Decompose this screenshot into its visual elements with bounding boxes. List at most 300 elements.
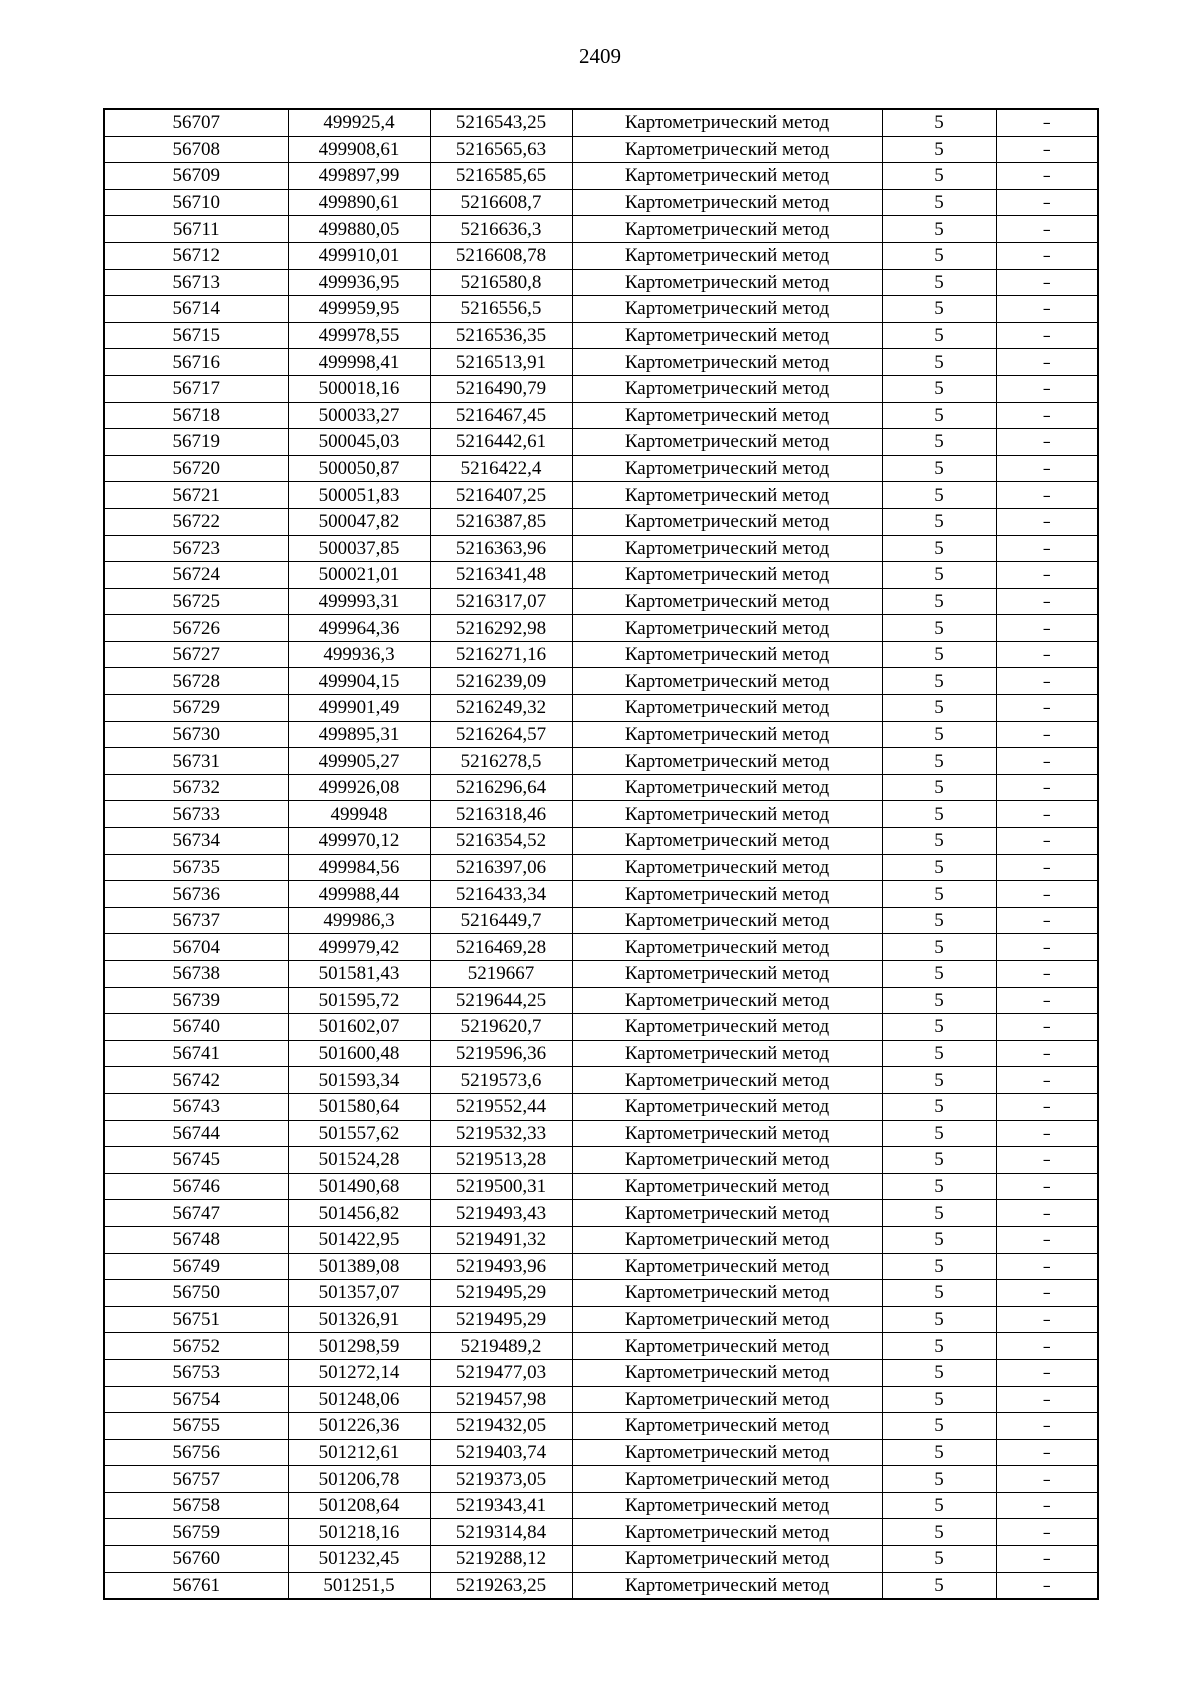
point-number-cell: 56761 <box>104 1572 288 1599</box>
method-cell: Картометрический метод <box>572 1253 882 1280</box>
x-coordinate-cell: 499979,42 <box>288 934 430 961</box>
method-cell: Картометрический метод <box>572 349 882 376</box>
point-number-cell: 56749 <box>104 1253 288 1280</box>
x-coordinate-cell: 501595,72 <box>288 987 430 1014</box>
point-number-cell: 56727 <box>104 641 288 668</box>
y-coordinate-cell: 5216469,28 <box>430 934 572 961</box>
x-coordinate-cell: 499959,95 <box>288 296 430 323</box>
note-cell: – <box>996 455 1098 482</box>
accuracy-cell: 5 <box>882 1040 996 1067</box>
point-number-cell: 56720 <box>104 455 288 482</box>
note-cell: – <box>996 322 1098 349</box>
note-cell: – <box>996 429 1098 456</box>
table-row <box>104 1439 1098 1466</box>
table-row <box>104 774 1098 801</box>
table-row <box>104 588 1098 615</box>
x-coordinate-cell: 499998,41 <box>288 349 430 376</box>
x-coordinate-cell: 501208,64 <box>288 1492 430 1519</box>
point-number-cell: 56730 <box>104 721 288 748</box>
accuracy-cell: 5 <box>882 189 996 216</box>
x-coordinate-cell: 499905,27 <box>288 748 430 775</box>
note-cell: – <box>996 588 1098 615</box>
accuracy-cell: 5 <box>882 721 996 748</box>
x-coordinate-cell: 499895,31 <box>288 721 430 748</box>
table-row <box>104 1359 1098 1386</box>
y-coordinate-cell: 5216249,32 <box>430 695 572 722</box>
x-coordinate-cell: 501581,43 <box>288 961 430 988</box>
accuracy-cell: 5 <box>882 748 996 775</box>
x-coordinate-cell: 500033,27 <box>288 402 430 429</box>
point-number-cell: 56713 <box>104 269 288 296</box>
table-row <box>104 1546 1098 1573</box>
point-number-cell: 56716 <box>104 349 288 376</box>
y-coordinate-cell: 5216278,5 <box>430 748 572 775</box>
table-row <box>104 1147 1098 1174</box>
accuracy-cell: 5 <box>882 1359 996 1386</box>
method-cell: Картометрический метод <box>572 695 882 722</box>
note-cell: – <box>996 296 1098 323</box>
accuracy-cell: 5 <box>882 774 996 801</box>
point-number-cell: 56757 <box>104 1466 288 1493</box>
x-coordinate-cell: 499908,61 <box>288 136 430 163</box>
accuracy-cell: 5 <box>882 242 996 269</box>
point-number-cell: 56723 <box>104 535 288 562</box>
note-cell: – <box>996 987 1098 1014</box>
accuracy-cell: 5 <box>882 801 996 828</box>
note-cell: – <box>996 721 1098 748</box>
point-number-cell: 56744 <box>104 1120 288 1147</box>
y-coordinate-cell: 5216433,34 <box>430 881 572 908</box>
table-row <box>104 1226 1098 1253</box>
method-cell: Картометрический метод <box>572 881 882 908</box>
y-coordinate-cell: 5216271,16 <box>430 641 572 668</box>
y-coordinate-cell: 5216387,85 <box>430 508 572 535</box>
table-row <box>104 1466 1098 1493</box>
x-coordinate-cell: 501212,61 <box>288 1439 430 1466</box>
x-coordinate-cell: 501226,36 <box>288 1413 430 1440</box>
note-cell: – <box>996 1226 1098 1253</box>
note-cell: – <box>996 1546 1098 1573</box>
table-row <box>104 695 1098 722</box>
point-number-cell: 56739 <box>104 987 288 1014</box>
point-number-cell: 56736 <box>104 881 288 908</box>
table-row <box>104 1413 1098 1440</box>
x-coordinate-cell: 501456,82 <box>288 1200 430 1227</box>
table-row <box>104 907 1098 934</box>
note-cell: – <box>996 1359 1098 1386</box>
note-cell: – <box>996 695 1098 722</box>
point-number-cell: 56726 <box>104 615 288 642</box>
method-cell: Картометрический метод <box>572 615 882 642</box>
y-coordinate-cell: 5219493,96 <box>430 1253 572 1280</box>
table-row <box>104 136 1098 163</box>
note-cell: – <box>996 854 1098 881</box>
y-coordinate-cell: 5216264,57 <box>430 721 572 748</box>
table-row <box>104 748 1098 775</box>
y-coordinate-cell: 5216608,7 <box>430 189 572 216</box>
table-row <box>104 828 1098 855</box>
point-number-cell: 56718 <box>104 402 288 429</box>
accuracy-cell: 5 <box>882 508 996 535</box>
y-coordinate-cell: 5219489,2 <box>430 1333 572 1360</box>
method-cell: Картометрический метод <box>572 854 882 881</box>
y-coordinate-cell: 5216422,4 <box>430 455 572 482</box>
table-row <box>104 562 1098 589</box>
accuracy-cell: 5 <box>882 668 996 695</box>
y-coordinate-cell: 5216585,65 <box>430 163 572 190</box>
x-coordinate-cell: 501248,06 <box>288 1386 430 1413</box>
accuracy-cell: 5 <box>882 216 996 243</box>
y-coordinate-cell: 5219493,43 <box>430 1200 572 1227</box>
x-coordinate-cell: 501232,45 <box>288 1546 430 1573</box>
table-row <box>104 1306 1098 1333</box>
accuracy-cell: 5 <box>882 455 996 482</box>
table-row <box>104 1040 1098 1067</box>
method-cell: Картометрический метод <box>572 961 882 988</box>
x-coordinate-cell: 501272,14 <box>288 1359 430 1386</box>
point-number-cell: 56738 <box>104 961 288 988</box>
accuracy-cell: 5 <box>882 1280 996 1307</box>
note-cell: – <box>996 1386 1098 1413</box>
coordinates-table <box>103 108 1099 1600</box>
method-cell: Картометрический метод <box>572 748 882 775</box>
accuracy-cell: 5 <box>882 402 996 429</box>
table-body <box>104 109 1098 1599</box>
table-row <box>104 1014 1098 1041</box>
note-cell: – <box>996 349 1098 376</box>
x-coordinate-cell: 499978,55 <box>288 322 430 349</box>
y-coordinate-cell: 5216556,5 <box>430 296 572 323</box>
note-cell: – <box>996 482 1098 509</box>
accuracy-cell: 5 <box>882 1120 996 1147</box>
x-coordinate-cell: 501557,62 <box>288 1120 430 1147</box>
x-coordinate-cell: 499988,44 <box>288 881 430 908</box>
y-coordinate-cell: 5216449,7 <box>430 907 572 934</box>
table-row <box>104 987 1098 1014</box>
y-coordinate-cell: 5219500,31 <box>430 1173 572 1200</box>
method-cell: Картометрический метод <box>572 1386 882 1413</box>
method-cell: Картометрический метод <box>572 136 882 163</box>
x-coordinate-cell: 499993,31 <box>288 588 430 615</box>
y-coordinate-cell: 5216407,25 <box>430 482 572 509</box>
method-cell: Картометрический метод <box>572 1519 882 1546</box>
method-cell: Картометрический метод <box>572 1413 882 1440</box>
x-coordinate-cell: 500018,16 <box>288 375 430 402</box>
point-number-cell: 56753 <box>104 1359 288 1386</box>
table-row <box>104 1519 1098 1546</box>
x-coordinate-cell: 499901,49 <box>288 695 430 722</box>
table-row <box>104 269 1098 296</box>
note-cell: – <box>996 828 1098 855</box>
table-row <box>104 854 1098 881</box>
x-coordinate-cell: 499926,08 <box>288 774 430 801</box>
method-cell: Картометрический метод <box>572 322 882 349</box>
point-number-cell: 56742 <box>104 1067 288 1094</box>
method-cell: Картометрический метод <box>572 1067 882 1094</box>
note-cell: – <box>996 1253 1098 1280</box>
table-row <box>104 402 1098 429</box>
x-coordinate-cell: 499986,3 <box>288 907 430 934</box>
y-coordinate-cell: 5219532,33 <box>430 1120 572 1147</box>
accuracy-cell: 5 <box>882 482 996 509</box>
method-cell: Картометрический метод <box>572 1280 882 1307</box>
y-coordinate-cell: 5219457,98 <box>430 1386 572 1413</box>
method-cell: Картометрический метод <box>572 721 882 748</box>
y-coordinate-cell: 5216565,63 <box>430 136 572 163</box>
x-coordinate-cell: 499936,3 <box>288 641 430 668</box>
y-coordinate-cell: 5219667 <box>430 961 572 988</box>
point-number-cell: 56735 <box>104 854 288 881</box>
accuracy-cell: 5 <box>882 1093 996 1120</box>
x-coordinate-cell: 499970,12 <box>288 828 430 855</box>
method-cell: Картометрический метод <box>572 641 882 668</box>
note-cell: – <box>996 562 1098 589</box>
x-coordinate-cell: 499904,15 <box>288 668 430 695</box>
accuracy-cell: 5 <box>882 961 996 988</box>
x-coordinate-cell: 499925,4 <box>288 109 430 136</box>
accuracy-cell: 5 <box>882 1306 996 1333</box>
method-cell: Картометрический метод <box>572 801 882 828</box>
method-cell: Картометрический метод <box>572 269 882 296</box>
method-cell: Картометрический метод <box>572 508 882 535</box>
note-cell: – <box>996 1466 1098 1493</box>
table-row <box>104 615 1098 642</box>
method-cell: Картометрический метод <box>572 668 882 695</box>
y-coordinate-cell: 5216490,79 <box>430 375 572 402</box>
y-coordinate-cell: 5216354,52 <box>430 828 572 855</box>
page-number: 2409 <box>579 44 621 68</box>
x-coordinate-cell: 501298,59 <box>288 1333 430 1360</box>
accuracy-cell: 5 <box>882 349 996 376</box>
x-coordinate-cell: 501490,68 <box>288 1173 430 1200</box>
x-coordinate-cell: 499880,05 <box>288 216 430 243</box>
x-coordinate-cell: 501218,16 <box>288 1519 430 1546</box>
point-number-cell: 56740 <box>104 1014 288 1041</box>
method-cell: Картометрический метод <box>572 1093 882 1120</box>
point-number-cell: 56756 <box>104 1439 288 1466</box>
note-cell: – <box>996 1173 1098 1200</box>
y-coordinate-cell: 5219403,74 <box>430 1439 572 1466</box>
y-coordinate-cell: 5219373,05 <box>430 1466 572 1493</box>
table-row <box>104 721 1098 748</box>
y-coordinate-cell: 5219491,32 <box>430 1226 572 1253</box>
point-number-cell: 56721 <box>104 482 288 509</box>
table-row <box>104 1120 1098 1147</box>
method-cell: Картометрический метод <box>572 987 882 1014</box>
y-coordinate-cell: 5219513,28 <box>430 1147 572 1174</box>
table-row <box>104 1492 1098 1519</box>
point-number-cell: 56759 <box>104 1519 288 1546</box>
point-number-cell: 56724 <box>104 562 288 589</box>
method-cell: Картометрический метод <box>572 1333 882 1360</box>
x-coordinate-cell: 501251,5 <box>288 1572 430 1599</box>
method-cell: Картометрический метод <box>572 242 882 269</box>
method-cell: Картометрический метод <box>572 375 882 402</box>
table-row <box>104 455 1098 482</box>
table-row <box>104 641 1098 668</box>
table-row <box>104 1067 1098 1094</box>
table-row <box>104 375 1098 402</box>
note-cell: – <box>996 1014 1098 1041</box>
note-cell: – <box>996 1492 1098 1519</box>
accuracy-cell: 5 <box>882 1546 996 1573</box>
note-cell: – <box>996 242 1098 269</box>
accuracy-cell: 5 <box>882 1519 996 1546</box>
x-coordinate-cell: 501600,48 <box>288 1040 430 1067</box>
accuracy-cell: 5 <box>882 1333 996 1360</box>
y-coordinate-cell: 5216442,61 <box>430 429 572 456</box>
accuracy-cell: 5 <box>882 375 996 402</box>
y-coordinate-cell: 5219314,84 <box>430 1519 572 1546</box>
accuracy-cell: 5 <box>882 296 996 323</box>
x-coordinate-cell: 500045,03 <box>288 429 430 456</box>
accuracy-cell: 5 <box>882 429 996 456</box>
method-cell: Картометрический метод <box>572 1306 882 1333</box>
x-coordinate-cell: 501326,91 <box>288 1306 430 1333</box>
point-number-cell: 56743 <box>104 1093 288 1120</box>
accuracy-cell: 5 <box>882 1466 996 1493</box>
y-coordinate-cell: 5216536,35 <box>430 322 572 349</box>
accuracy-cell: 5 <box>882 322 996 349</box>
note-cell: – <box>996 1519 1098 1546</box>
note-cell: – <box>996 668 1098 695</box>
note-cell: – <box>996 189 1098 216</box>
point-number-cell: 56708 <box>104 136 288 163</box>
x-coordinate-cell: 500051,83 <box>288 482 430 509</box>
note-cell: – <box>996 641 1098 668</box>
point-number-cell: 56710 <box>104 189 288 216</box>
x-coordinate-cell: 501206,78 <box>288 1466 430 1493</box>
table-row <box>104 801 1098 828</box>
note-cell: – <box>996 109 1098 136</box>
note-cell: – <box>996 801 1098 828</box>
y-coordinate-cell: 5219596,36 <box>430 1040 572 1067</box>
x-coordinate-cell: 501422,95 <box>288 1226 430 1253</box>
table-row <box>104 1173 1098 1200</box>
accuracy-cell: 5 <box>882 881 996 908</box>
method-cell: Картометрический метод <box>572 1226 882 1253</box>
point-number-cell: 56709 <box>104 163 288 190</box>
y-coordinate-cell: 5216543,25 <box>430 109 572 136</box>
note-cell: – <box>996 774 1098 801</box>
y-coordinate-cell: 5216636,3 <box>430 216 572 243</box>
x-coordinate-cell: 500050,87 <box>288 455 430 482</box>
note-cell: – <box>996 615 1098 642</box>
method-cell: Картометрический метод <box>572 535 882 562</box>
x-coordinate-cell: 499964,36 <box>288 615 430 642</box>
note-cell: – <box>996 375 1098 402</box>
note-cell: – <box>996 1067 1098 1094</box>
table-row <box>104 881 1098 908</box>
x-coordinate-cell: 501580,64 <box>288 1093 430 1120</box>
y-coordinate-cell: 5219432,05 <box>430 1413 572 1440</box>
point-number-cell: 56729 <box>104 695 288 722</box>
accuracy-cell: 5 <box>882 854 996 881</box>
point-number-cell: 56754 <box>104 1386 288 1413</box>
method-cell: Картометрический метод <box>572 1546 882 1573</box>
accuracy-cell: 5 <box>882 1147 996 1174</box>
method-cell: Картометрический метод <box>572 402 882 429</box>
table-row <box>104 482 1098 509</box>
y-coordinate-cell: 5216292,98 <box>430 615 572 642</box>
point-number-cell: 56707 <box>104 109 288 136</box>
x-coordinate-cell: 499910,01 <box>288 242 430 269</box>
point-number-cell: 56745 <box>104 1147 288 1174</box>
method-cell: Картометрический метод <box>572 455 882 482</box>
y-coordinate-cell: 5216397,06 <box>430 854 572 881</box>
method-cell: Картометрический метод <box>572 1147 882 1174</box>
point-number-cell: 56725 <box>104 588 288 615</box>
accuracy-cell: 5 <box>882 1067 996 1094</box>
y-coordinate-cell: 5219620,7 <box>430 1014 572 1041</box>
accuracy-cell: 5 <box>882 907 996 934</box>
y-coordinate-cell: 5216341,48 <box>430 562 572 589</box>
y-coordinate-cell: 5216318,46 <box>430 801 572 828</box>
note-cell: – <box>996 1040 1098 1067</box>
method-cell: Картометрический метод <box>572 429 882 456</box>
accuracy-cell: 5 <box>882 535 996 562</box>
x-coordinate-cell: 501389,08 <box>288 1253 430 1280</box>
table-row <box>104 1333 1098 1360</box>
method-cell: Картометрический метод <box>572 1173 882 1200</box>
y-coordinate-cell: 5216239,09 <box>430 668 572 695</box>
method-cell: Картометрический метод <box>572 1040 882 1067</box>
accuracy-cell: 5 <box>882 1386 996 1413</box>
table-row <box>104 296 1098 323</box>
table-row <box>104 109 1098 136</box>
x-coordinate-cell: 499890,61 <box>288 189 430 216</box>
note-cell: – <box>996 1280 1098 1307</box>
note-cell: – <box>996 508 1098 535</box>
method-cell: Картометрический метод <box>572 189 882 216</box>
method-cell: Картометрический метод <box>572 774 882 801</box>
note-cell: – <box>996 1333 1098 1360</box>
y-coordinate-cell: 5219552,44 <box>430 1093 572 1120</box>
method-cell: Картометрический метод <box>572 163 882 190</box>
point-number-cell: 56755 <box>104 1413 288 1440</box>
table-row <box>104 1200 1098 1227</box>
y-coordinate-cell: 5219495,29 <box>430 1280 572 1307</box>
point-number-cell: 56717 <box>104 375 288 402</box>
y-coordinate-cell: 5216513,91 <box>430 349 572 376</box>
method-cell: Картометрический метод <box>572 934 882 961</box>
method-cell: Картометрический метод <box>572 482 882 509</box>
accuracy-cell: 5 <box>882 1492 996 1519</box>
y-coordinate-cell: 5219495,29 <box>430 1306 572 1333</box>
point-number-cell: 56752 <box>104 1333 288 1360</box>
accuracy-cell: 5 <box>882 1173 996 1200</box>
accuracy-cell: 5 <box>882 641 996 668</box>
note-cell: – <box>996 269 1098 296</box>
method-cell: Картометрический метод <box>572 1439 882 1466</box>
table-row <box>104 1572 1098 1599</box>
accuracy-cell: 5 <box>882 588 996 615</box>
table-row <box>104 668 1098 695</box>
x-coordinate-cell: 501593,34 <box>288 1067 430 1094</box>
note-cell: – <box>996 216 1098 243</box>
note-cell: – <box>996 136 1098 163</box>
point-number-cell: 56722 <box>104 508 288 535</box>
table-row <box>104 508 1098 535</box>
accuracy-cell: 5 <box>882 269 996 296</box>
x-coordinate-cell: 499897,99 <box>288 163 430 190</box>
accuracy-cell: 5 <box>882 136 996 163</box>
point-number-cell: 56748 <box>104 1226 288 1253</box>
table-row <box>104 1093 1098 1120</box>
method-cell: Картометрический метод <box>572 1466 882 1493</box>
point-number-cell: 56704 <box>104 934 288 961</box>
accuracy-cell: 5 <box>882 1413 996 1440</box>
